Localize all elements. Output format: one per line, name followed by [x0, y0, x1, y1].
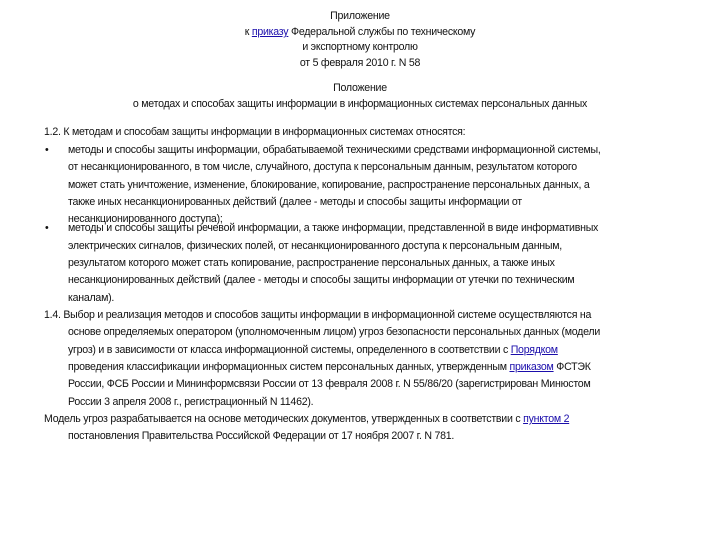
paragraph-1-4-line: России 3 апреля 2008 г., регистрационный N 11462).	[68, 396, 314, 408]
model-paragraph-line: постановления Правительства Российской Федерации от 17 ноября 2007 г. N 781.	[68, 430, 455, 442]
bullet-2-line: результатом которого может стать копирование, распространение персональных данных, а также иных	[68, 257, 555, 269]
bullet-1-line: также иных несанкционированных действий (далее - методы и способы защиты информации от	[68, 196, 522, 208]
bullet-2: •	[45, 222, 49, 234]
appendix-order-line	[0, 26, 720, 38]
text: угроз) и в зависимости от класса информационной системы, определенного в соответствии с	[68, 344, 511, 356]
paragraph-1-4-line: основе определяемых оператором (уполномоченным лицом) угроз безопасности персональных данных (модели	[68, 326, 600, 338]
punkt-2-link[interactable]: пунктом 2	[523, 413, 570, 425]
appendix-date: от 5 февраля 2010 г. N 58	[299, 57, 421, 69]
bullet-2-line: каналам).	[68, 292, 115, 304]
bullet-1-line: методы и способы защиты информации, обрабатываемой техническими средствами информационной системы,	[68, 144, 601, 156]
bullet-1-line: несанкционированного доступа);	[68, 213, 223, 225]
text: Федеральной службы по техническому	[288, 26, 476, 38]
bullet-1: •	[45, 144, 49, 156]
paragraph-1-2: 1.2. К методам и способам защиты информации в информационных системах относятся:	[44, 126, 466, 138]
paragraph-1-4-line: России, ФСБ России и Мининформсвязи России от 13 февраля 2008 г. N 55/86/20 (зарегистрирован Минюстом	[68, 378, 591, 390]
poryadok-link[interactable]: Порядком	[510, 344, 558, 356]
appendix-label: Приложение	[330, 10, 390, 22]
doc-title: Положение	[333, 82, 387, 94]
bullet-2-line: методы и способы защиты речевой информации, а также информации, представленной в виде информативных	[68, 222, 599, 234]
bullet-2-line: электрических сигналов, физических полей, от несанкционированного доступа к персональным данным,	[68, 240, 562, 252]
bullet-2-line: несанкционированных действий (далее - методы и способы защиты информации от утечки по техническим	[68, 274, 575, 286]
model-paragraph	[44, 413, 569, 425]
appendix-line3: и экспортному контролю	[302, 41, 418, 53]
text: ФСТЭК	[553, 361, 591, 373]
bullet-1-line: может стать уничтожение, изменение, блокирование, копирование, распространение персональных данных, а	[68, 179, 590, 191]
paragraph-1-4-line	[68, 361, 591, 373]
text: проведения классификации информационных систем персональных данных, утвержденным	[68, 361, 510, 373]
prikaz-link[interactable]: приказом	[509, 361, 554, 373]
text: Модель угроз разрабатывается на основе методических документов, утвержденных в соответствии с	[44, 413, 524, 425]
order-link[interactable]: приказу	[251, 26, 289, 38]
bullet-1-line: от несанкционированного, в том числе, случайного, доступа к персональным данным, результатом которого	[68, 161, 577, 173]
text: к	[244, 26, 252, 38]
doc-subtitle: о методах и способах защиты информации в информационных системах персональных данных	[132, 98, 588, 110]
paragraph-1-4-line	[68, 344, 558, 356]
paragraph-1-4: 1.4. Выбор и реализация методов и способов защиты информации в информационной системе осуществляются на	[44, 309, 592, 321]
